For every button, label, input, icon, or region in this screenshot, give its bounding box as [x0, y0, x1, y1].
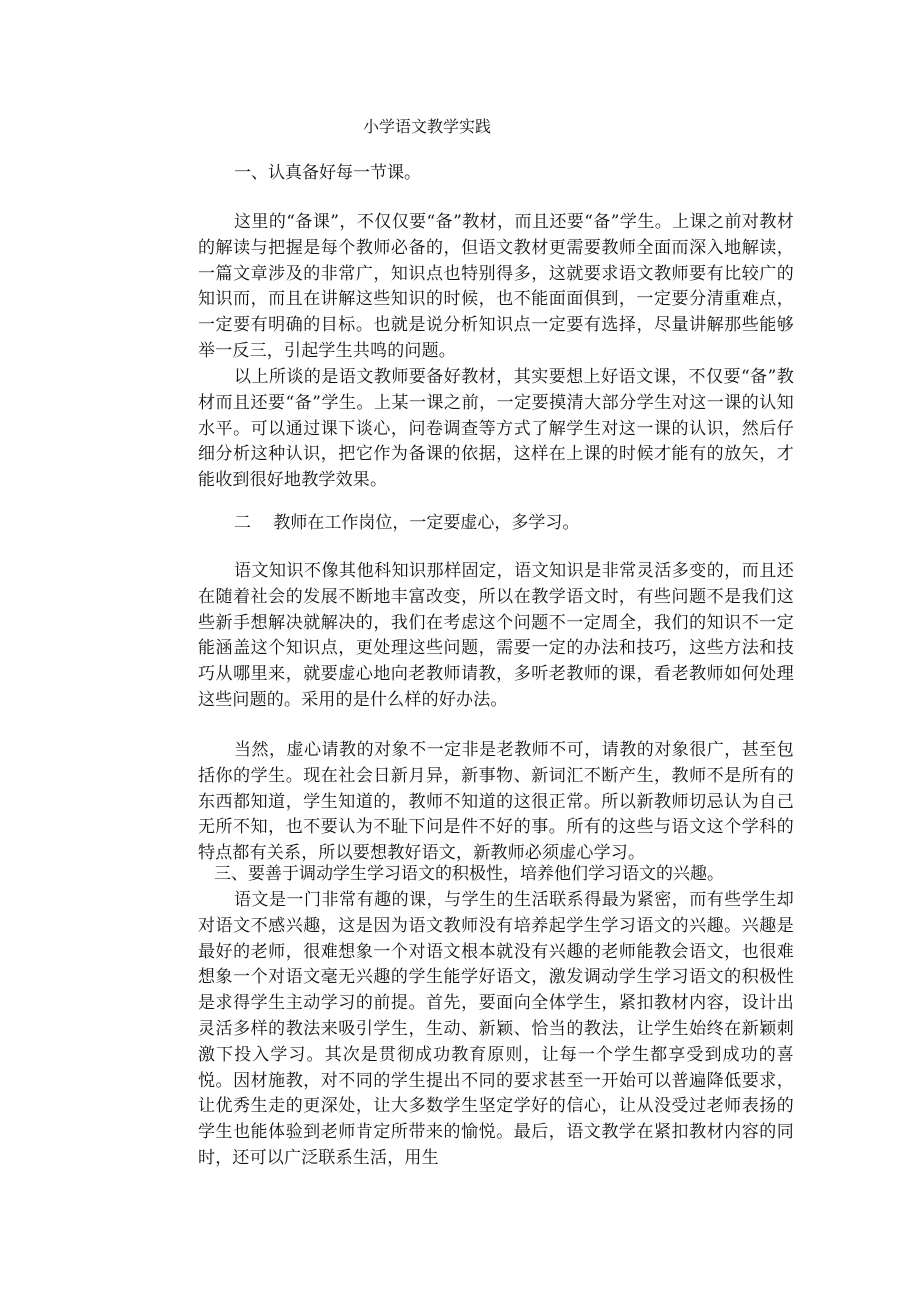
- section-2-heading: 二 教师在工作岗位，一定要虚心，多学习。: [234, 513, 580, 533]
- section-3-paragraph-1: 语文是一门非常有趣的课，与学生的生活联系得最为紧密，而有些学生却对语文不感兴趣，这是因为语文教师没有培养起学生学习语文的兴趣。兴趣是最好的老师，很难想象一个对语文根本就没有兴趣的老师能教会语文，也很难想象一个对语文毫无兴趣的学生能学好语文，激发调动学生学习语文的积极性是求得学生主动学习的前提。首先，要面向全体学生，紧扣教材内容，设计出灵活多样的教法来吸引学生，生动、新颖、恰当的教法，让学生始终在新颖刺激下投入学习。其次是贯彻成功教育原则，让每一个学生都享受到成功的喜悦。因材施教，对不同的学生提出不同的要求甚至一开始可以普遍降低要求，让优秀生走的更深处，让大多数学生坚定学好的信心，让从没受过老师表扬的学生也能体验到老师肯定所带来的愉悦。最后，语文教学在紧扣教材内容的同时，还可以广泛联系生活，用生: [198, 890, 794, 1168]
- section-1-heading: 一、认真备好每一节课。: [234, 163, 421, 183]
- section-1-paragraph-1: 这里的“备课”，不仅仅要“备”教材，而且还要“备”学生。上课之前对教材的解读与把握是每个教师必备的，但语文教材更需要教师全面而深入地解读，一篇文章涉及的非常广，知识点也特别得多，这就要求语文教师要有比较广的知识而，而且在讲解这些知识的时候，也不能面面俱到，一定要分清重难点，一定要有明确的目标。也就是说分析知识点一定要有选择，尽量讲解那些能够举一反三，引起学生共鸣的问题。: [198, 212, 794, 361]
- section-3-heading: 三、要善于调动学生学习语文的积极性，培养他们学习语文的兴趣。: [214, 864, 724, 884]
- section-1-paragraph-2: 以上所谈的是语文教师要备好教材，其实要想上好语文课，不仅要“备”教材而且还要“备”学生。上某一课之前，一定要摸清大部分学生对这一课的认知水平。可以通过课下谈心，问卷调查等方式了解学生对这一课的认识，然后仔细分析这种认识，把它作为备课的依据，这样在上课的时候才能有的放矢，才能收到很好地教学效果。: [198, 367, 794, 491]
- section-2-paragraph-2: 当然，虚心请教的对象不一定非是老教师不可，请教的对象很广，甚至包括你的学生。现在社会日新月异，新事物、新词汇不断产生，教师不是所有的东西都知道，学生知道的，教师不知道的这很正常。所以新教师切忌认为自己无所不知，也不要认为不耻下问是件不好的事。所有的这些与语文这个学科的特点都有关系，所以要想教好语文，新教师必须虚心学习。: [198, 740, 794, 864]
- section-2-paragraph-1: 语文知识不像其他科知识那样固定，语文知识是非常灵活多变的，而且还在随着社会的发展不断地丰富改变，所以在教学语文时，有些问题不是我们这些新手想解决就解决的，我们在考虑这个问题不一定周全，我们的知识不一定能涵盖这个知识点，更处理这些问题，需要一定的办法和技巧，这些方法和技巧从哪里来，就要虚心地向老教师请教，多听老教师的课，看老教师如何处理这些问题的。采用的是什么样的好办法。: [198, 561, 794, 710]
- document-title: 小学语文教学实践: [363, 117, 492, 136]
